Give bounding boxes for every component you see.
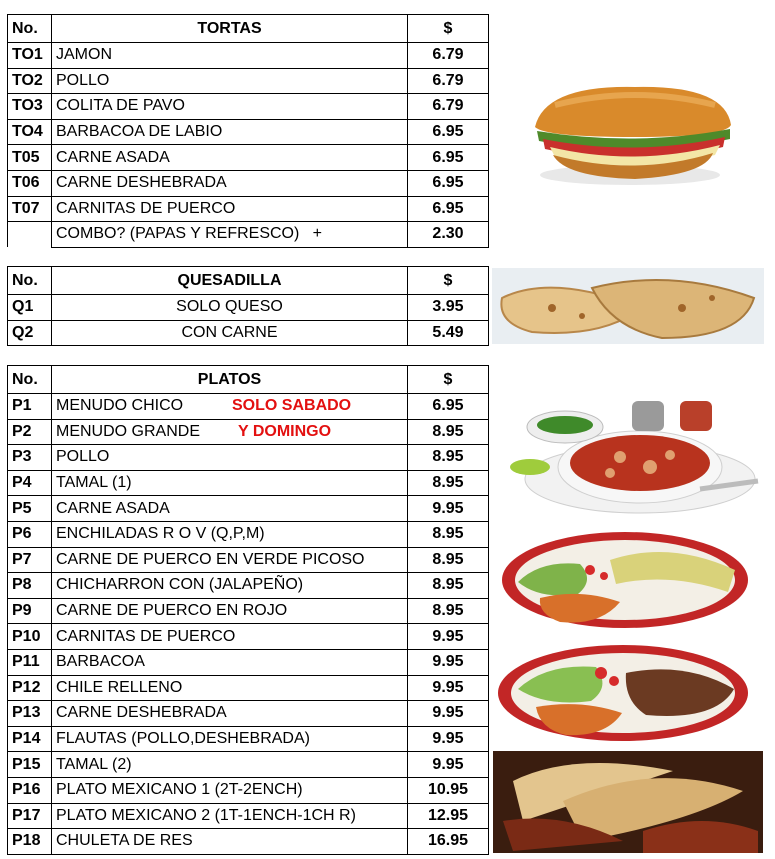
item-name: CARNITAS DE PUERCO xyxy=(52,624,408,650)
item-name: CARNE DESHEBRADA xyxy=(52,701,408,727)
item-code: P7 xyxy=(8,547,52,573)
header-price: $ xyxy=(408,15,489,43)
menu-row xyxy=(8,521,489,547)
item-name: CARNE ASADA xyxy=(52,145,408,171)
item-price: 9.95 xyxy=(408,752,489,778)
menu-row xyxy=(8,145,489,171)
platos-table xyxy=(7,365,489,855)
item-name: ENCHILADAS R O V (Q,P,M) xyxy=(52,521,408,547)
section-title: QUESADILLA xyxy=(52,267,408,295)
section-title: PLATOS xyxy=(52,366,408,394)
item-code: P18 xyxy=(8,829,52,855)
item-price: 3.95 xyxy=(408,295,489,321)
item-price: 5.49 xyxy=(408,320,489,346)
item-code: P4 xyxy=(8,470,52,496)
menu-row xyxy=(8,119,489,145)
item-price: 6.79 xyxy=(408,68,489,94)
item-name: JAMON xyxy=(52,43,408,69)
header-code: No. xyxy=(8,366,52,394)
menu-row xyxy=(8,726,489,752)
item-name: MENUDO GRANDE xyxy=(56,422,201,440)
item-price: 6.95 xyxy=(408,196,489,222)
menu-row xyxy=(8,496,489,522)
torta-photo xyxy=(525,75,740,190)
item-price: 6.95 xyxy=(408,394,489,420)
item-price: 10.95 xyxy=(408,777,489,803)
header-price: $ xyxy=(408,366,489,394)
item-price: 6.79 xyxy=(408,43,489,69)
menu-row xyxy=(8,598,489,624)
item-price: 9.95 xyxy=(408,496,489,522)
item-price: 9.95 xyxy=(408,726,489,752)
item-name: CHULETA DE RES xyxy=(52,829,408,855)
item-name: TAMAL (1) xyxy=(52,470,408,496)
asada-plate-photo xyxy=(496,643,750,743)
item-code: TO4 xyxy=(8,119,52,145)
item-price: 6.95 xyxy=(408,170,489,196)
item-code: T07 xyxy=(8,196,52,222)
item-name: BARBACOA DE LABIO xyxy=(52,119,408,145)
item-code: P10 xyxy=(8,624,52,650)
menu-row xyxy=(8,170,489,196)
menu-row xyxy=(8,196,489,222)
menu-row xyxy=(8,624,489,650)
item-price: 8.95 xyxy=(408,573,489,599)
item-price: 6.95 xyxy=(408,145,489,171)
item-name: PLATO MEXICANO 2 (1T-1ENCH-1CH R) xyxy=(52,803,408,829)
item-price: 12.95 xyxy=(408,803,489,829)
item-code: TO1 xyxy=(8,43,52,69)
item-code: P13 xyxy=(8,701,52,727)
quesadilla-table xyxy=(7,266,489,346)
menu-row xyxy=(8,320,489,346)
weekend-note: Y DOMINGO xyxy=(238,422,332,440)
item-name: MENUDO CHICO xyxy=(56,397,184,415)
tortas-table xyxy=(7,14,489,248)
item-code xyxy=(8,222,52,248)
item-name: CHICHARRON CON (JALAPEÑO) xyxy=(52,573,408,599)
menu-row xyxy=(8,295,489,321)
header-code: No. xyxy=(8,15,52,43)
item-code: P8 xyxy=(8,573,52,599)
item-name: CARNE DE PUERCO EN VERDE PICOSO xyxy=(52,547,408,573)
item-name: CARNE ASADA xyxy=(52,496,408,522)
item-price: 8.95 xyxy=(408,521,489,547)
item-code: P16 xyxy=(8,777,52,803)
menu-row xyxy=(8,803,489,829)
menu-row xyxy=(8,675,489,701)
platos-header-row xyxy=(8,366,489,394)
item-code: TO2 xyxy=(8,68,52,94)
item-code: P2 xyxy=(8,419,52,445)
menu-row xyxy=(8,419,489,445)
item-name-cell xyxy=(52,394,408,420)
menu-row xyxy=(8,43,489,69)
item-price: 9.95 xyxy=(408,701,489,727)
item-price: 9.95 xyxy=(408,675,489,701)
menu-row xyxy=(8,470,489,496)
menu-row xyxy=(8,394,489,420)
item-price: 8.95 xyxy=(408,419,489,445)
item-code: P17 xyxy=(8,803,52,829)
menu-row xyxy=(8,649,489,675)
item-price: 2.30 xyxy=(408,222,489,248)
menudo-photo xyxy=(500,397,762,517)
item-price: 6.79 xyxy=(408,94,489,120)
header-price: $ xyxy=(408,267,489,295)
tortas-header-row xyxy=(8,15,489,43)
quesadilla-photo xyxy=(492,268,764,344)
enchiladas-plate-photo xyxy=(500,530,750,630)
item-price: 9.95 xyxy=(408,624,489,650)
menu-row xyxy=(8,547,489,573)
tamales-photo xyxy=(493,751,763,853)
item-code: TO3 xyxy=(8,94,52,120)
item-name: BARBACOA xyxy=(52,649,408,675)
item-code: P6 xyxy=(8,521,52,547)
menu-row xyxy=(8,68,489,94)
item-code: T05 xyxy=(8,145,52,171)
item-price: 9.95 xyxy=(408,649,489,675)
item-code: Q1 xyxy=(8,295,52,321)
menu-row xyxy=(8,94,489,120)
item-code: P15 xyxy=(8,752,52,778)
item-code: P12 xyxy=(8,675,52,701)
item-name: TAMAL (2) xyxy=(52,752,408,778)
weekend-note: SOLO SABADO xyxy=(232,397,352,414)
item-name: COMBO? (PAPAS Y REFRESCO) + xyxy=(52,222,408,248)
menu-row xyxy=(8,829,489,855)
menu-row xyxy=(8,701,489,727)
menu-row xyxy=(8,777,489,803)
menu-row xyxy=(8,445,489,471)
item-code: P1 xyxy=(8,394,52,420)
header-code: No. xyxy=(8,267,52,295)
section-title: TORTAS xyxy=(52,15,408,43)
item-name: PLATO MEXICANO 1 (2T-2ENCH) xyxy=(52,777,408,803)
item-price: 6.95 xyxy=(408,119,489,145)
item-code: P14 xyxy=(8,726,52,752)
item-name: CARNE DESHEBRADA xyxy=(52,170,408,196)
item-price: 8.95 xyxy=(408,598,489,624)
item-name-cell xyxy=(52,419,408,445)
menu-row xyxy=(8,573,489,599)
item-code: P5 xyxy=(8,496,52,522)
item-name: CON CARNE xyxy=(52,320,408,346)
item-price: 8.95 xyxy=(408,547,489,573)
item-name: SOLO QUESO xyxy=(52,295,408,321)
item-code: P9 xyxy=(8,598,52,624)
item-name: CARNE DE PUERCO EN ROJO xyxy=(52,598,408,624)
item-price: 8.95 xyxy=(408,470,489,496)
item-price: 8.95 xyxy=(408,445,489,471)
menu-row xyxy=(8,752,489,778)
item-code: P11 xyxy=(8,649,52,675)
item-code: P3 xyxy=(8,445,52,471)
item-code: Q2 xyxy=(8,320,52,346)
combo-row xyxy=(8,222,489,248)
item-price: 16.95 xyxy=(408,829,489,855)
quesadilla-header-row xyxy=(8,267,489,295)
item-name: POLLO xyxy=(52,68,408,94)
item-name: CHILE RELLENO xyxy=(52,675,408,701)
item-name: POLLO xyxy=(52,445,408,471)
item-name: CARNITAS DE PUERCO xyxy=(52,196,408,222)
item-code: T06 xyxy=(8,170,52,196)
item-name: FLAUTAS (POLLO,DESHEBRADA) xyxy=(52,726,408,752)
item-name: COLITA DE PAVO xyxy=(52,94,408,120)
